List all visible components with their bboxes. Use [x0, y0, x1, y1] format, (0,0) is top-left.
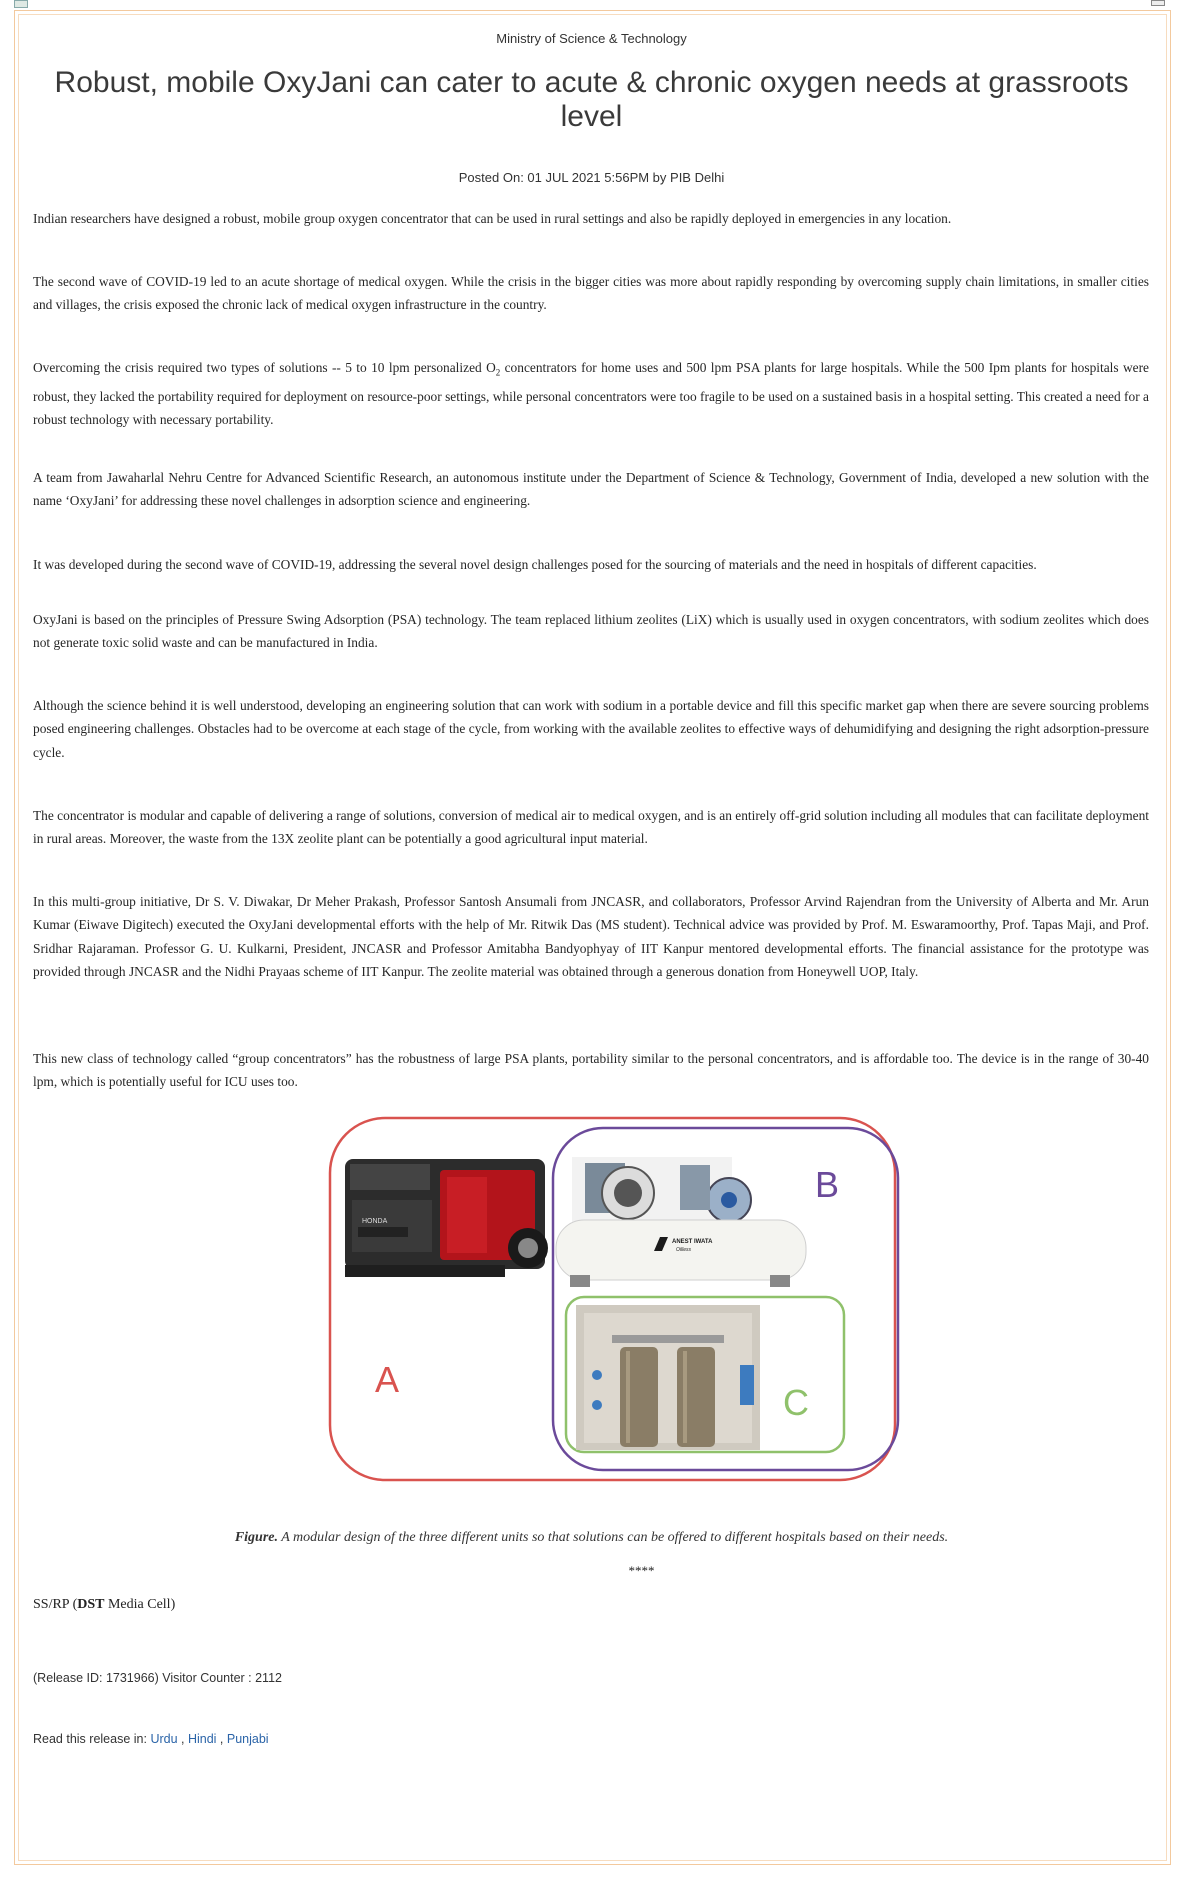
- concentrator-image: [576, 1305, 760, 1450]
- paragraph-covid-wave: The second wave of COVID-19 led to an acute shortage of medical oxygen. While the crisis in the bigger cities was more about rapidly responding by overcoming supply chain limitations, in smaller cities and villages, the crisis exposed the chronic lack of medical oxygen infrastructure in the country.: [33, 274, 1149, 313]
- credit-suffix: Media Cell): [104, 1597, 176, 1612]
- page-title: Robust, mobile OxyJani can cater to acute & chronic oxygen needs at grassroots level: [54, 66, 1129, 133]
- lang-link-urdu[interactable]: Urdu: [150, 1732, 178, 1746]
- print-icon[interactable]: [1151, 0, 1165, 6]
- generator-image: [345, 1159, 548, 1277]
- credit-dst: DST: [77, 1597, 105, 1612]
- o2-subscript: 2: [495, 367, 501, 378]
- oxyjani-figure: [0, 1115, 1183, 1495]
- paragraph-solutions-text-b: concentrators for home uses and 500 lpm PSA plants for large hospitals. While the 500 Ipm plants for hospitals were robust, they lacked the portability required for deployment on resource-poor settings, while personal concentrators were too fragile to be used on a sustained basis in a hospital setting. This created a need for a robust technology with necessary portability.: [33, 360, 1149, 428]
- figure-caption: [0, 1530, 1183, 1546]
- lang-separator: ,: [216, 1732, 227, 1746]
- paragraph-solutions: [33, 356, 1149, 432]
- label-a: A: [375, 1359, 400, 1400]
- lang-separator: ,: [177, 1732, 188, 1746]
- paragraph-initiative: In this multi-group initiative, Dr S. V. Diwakar, Dr Meher Prakash, Professor Santosh Ansumali from JNCASR, and collaborators, Professor Arvind Rajendran from the University of Alberta and Mr. Arun Kumar (Eiwave Digitech) executed the OxyJani developmental efforts with the help of Mr. Ritwik Das (MS student). Technical advice was provided by Prof. M. Eswaramoorthy, Prof. Tapas Maji, and Prof. Sridhar Rajaraman. Professor G. U. Kulkarni, President, JNCASR and Professor Amitabha Bandyophyay of IIT Kanpur mentored developmental efforts. The financial assistance for the prototype was provided through JNCASR and the Nidhi Prayaas scheme of IIT Kanpur. The zeolite material was obtained through a generous donation from Honeywell UOP, Italy.: [33, 894, 1149, 980]
- release-info: (Release ID: 1731966) Visitor Counter : 2112: [33, 1671, 282, 1685]
- separator-stars: ****: [628, 1563, 655, 1578]
- label-b: B: [815, 1164, 840, 1205]
- paragraph-development: It was developed during the second wave of COVID-19, addressing the several novel design challenges posed for the sourcing of materials and the need in hospitals of different capacities.: [33, 557, 1037, 572]
- figure-caption-text: A modular design of the three different units so that solutions can be offered to different hospitals based on their needs.: [278, 1530, 949, 1545]
- image-icon: [14, 0, 28, 8]
- paragraph-engineering: Although the science behind it is well understood, developing an engineering solution that can work with sodium in a portable device and fill this specific market gap when there are severe sourcing problems posed engineering challenges. Obstacles had to be overcome at each stage of the cycle, from working with the available zeolites to effective ways of dehumidifying and designing the right adsorption-pressure cycle.: [33, 698, 1149, 760]
- read-in-languages: [33, 1732, 269, 1746]
- paragraph-group-concentrators: This new class of technology called “group concentrators” has the robustness of large PSA plants, portability similar to the personal concentrators, and is affordable too. The device is in the range of 30-40 lpm, which is potentially useful for ICU uses too.: [33, 1051, 1149, 1090]
- generator-brand-label: HONDA: [362, 1218, 388, 1225]
- read-in-label: Read this release in:: [33, 1732, 151, 1746]
- paragraph-solutions-text-a: Overcoming the crisis required two types of solutions -- 5 to 10 lpm personalized O: [33, 360, 496, 375]
- lang-link-hindi[interactable]: Hindi: [187, 1732, 217, 1746]
- posted-date: Posted On: 01 JUL 2021 5:56PM by PIB Delhi: [458, 170, 725, 185]
- paragraph-intro: Indian researchers have designed a robust, mobile group oxygen concentrator that can be used in rural settings and also be rapidly deployed in emergencies in any location.: [33, 211, 952, 226]
- credit-prefix: SS/RP (: [33, 1597, 78, 1612]
- compressor-brand-label: ANEST IWATA: [672, 1239, 713, 1245]
- label-c: C: [783, 1382, 809, 1423]
- paragraph-psa: OxyJani is based on the principles of Pressure Swing Adsorption (PSA) technology. The team replaced lithium zeolites (LiX) which is usually used in oxygen concentrators, with sodium zeolites which does not generate toxic solid waste and can be manufactured in India.: [33, 612, 1149, 651]
- paragraph-team: A team from Jawaharlal Nehru Centre for Advanced Scientific Research, an autonomous institute under the Department of Science & Technology, Government of India, developed a new solution with the name ‘OxyJani’ for addressing these novel challenges in adsorption science and engineering.: [33, 470, 1149, 509]
- media-cell-credit: [33, 1597, 175, 1613]
- ministry-name: Ministry of Science & Technology: [496, 31, 687, 46]
- figure-caption-label: Figure.: [234, 1530, 279, 1545]
- lang-link-punjabi[interactable]: Punjabi: [226, 1732, 269, 1746]
- compressor-image: [556, 1157, 806, 1287]
- compressor-sub-label: Oilless: [676, 1247, 692, 1253]
- paragraph-modular: The concentrator is modular and capable of delivering a range of solutions, conversion of medical air to medical oxygen, and is an entirely off-grid solution including all modules that can facilitate deployment in rural areas. Moreover, the waste from the 13X zeolite plant can be potentially a good agricultural input material.: [33, 808, 1149, 847]
